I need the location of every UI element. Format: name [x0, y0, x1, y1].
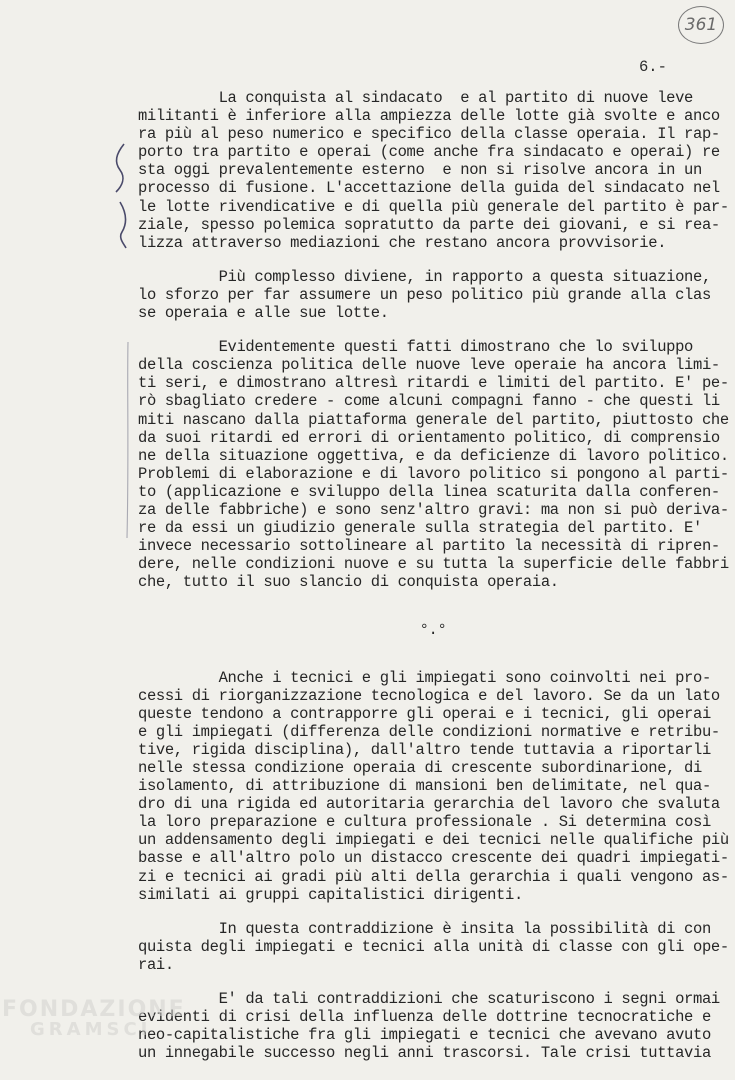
text-line: tive, rigida disciplina), dall'altro tende tuttavia a riportarli: [138, 740, 711, 759]
paragraph: [138, 990, 728, 1062]
text-line: processo di fusione. L'accettazione della guida del sindacato nel: [138, 179, 720, 198]
archive-page-number: 361: [678, 6, 724, 44]
text-line: Problemi di elaborazione e di lavoro politico si pongono al parti-: [138, 464, 729, 483]
text-line: un addensamento degli impiegati e dei tecnici nelle qualifiche più: [138, 831, 729, 850]
text-line: re da essi un giudizio generale sulla strategia del partito. E': [138, 519, 702, 538]
text-line: basse e all'altro polo un distacco crescente dei quadri impiegati-: [138, 849, 729, 868]
archive-watermark: [2, 998, 186, 1040]
text-line: la loro preparazione e cultura professionale . Si determina così: [138, 813, 711, 832]
text-line: da suoi ritardi ed errori di orientamento politico, di comprensio: [138, 428, 720, 447]
text-line: le lotte rivendicative e di quella più generale del partito è par-: [138, 197, 729, 216]
section-separator: °.°: [419, 621, 447, 640]
text-line: ne della situazione oggettiva, e da deficienze di lavoro politico.: [138, 446, 729, 465]
page-number: 6.-: [639, 58, 667, 76]
paragraph: [138, 338, 728, 591]
text-line: Più complesso diviene, in rapporto a questa situazione,: [138, 267, 711, 286]
text-line: lo sforzo per far assumere un peso politico più grande alla clas: [138, 285, 711, 304]
text-line: za delle fabbriche) e sono senz'altro gravi: ma non si può deriva-: [138, 500, 729, 519]
text-line: rai.: [138, 955, 174, 974]
text-line: ti seri, e dimostrano altresì ritardi e limiti del partito. E' pe-: [138, 374, 729, 393]
text-line: similati ai gruppi capitalistici dirigenti.: [138, 885, 523, 904]
text-line: E' da tali contraddizioni che scaturiscono i segni ormai: [138, 990, 720, 1009]
margin-line-mark: [118, 340, 138, 540]
text-line: che, tutto il suo slancio di conquista operaia.: [138, 573, 559, 592]
paragraph: [138, 920, 728, 974]
text-line: ziale, spesso polemica sopratutto da parte dei giovani, e si rea-: [138, 215, 720, 234]
text-line: sta oggi prevalentemente esterno e non si risolve ancora in un: [138, 161, 702, 180]
text-line: La conquista al sindacato e al partito di nuove leve: [138, 89, 693, 107]
text-line: militanti è inferiore alla ampiezza delle lotte già svolte e anco: [138, 107, 720, 126]
text-line: to (applicazione e sviluppo della linea scaturita dalla conferen-: [138, 482, 720, 501]
text-line: Anche i tecnici e gli impiegati sono coinvolti nei pro-: [138, 668, 711, 687]
text-line: cessi di riorganizzazione tecnologica e del lavoro. Se da un lato: [138, 686, 720, 705]
text-line: e gli impiegati (differenza delle condizioni normative e retribu-: [138, 722, 720, 741]
text-line: miti nascano dalla piattaforma generale del partito, piuttosto che: [138, 410, 729, 429]
watermark-line: GRAMSCI: [30, 1019, 152, 1041]
text-line: Evidentemente questi fatti dimostrano che lo sviluppo: [138, 338, 693, 357]
paragraph: [138, 268, 728, 322]
text-line: porto tra partito e operai (come anche fra sindacato e operai) re: [138, 143, 720, 162]
text-line: ra più al peso numerico e specifico della classe operaia. Il rap-: [138, 125, 720, 144]
text-line: nelle stessa condizione operaia di crescente subordinarione, di: [138, 759, 702, 777]
text-line: invece necessario sottolineare al partito la necessità di ripren-: [138, 537, 720, 556]
text-line: dere, nelle condizioni nuove e su tutta la superficie delle fabbri: [138, 555, 729, 574]
text-line: dro di una rigida ed autoritaria gerarchia del lavoro che svaluta: [138, 795, 720, 814]
paragraph: [138, 669, 728, 904]
text-line: quista degli impiegati e tecnici alla unità di classe con gli ope-: [138, 937, 729, 956]
text-line: un innegabile successo negli anni trascorsi. Tale crisi tuttavia: [138, 1044, 711, 1063]
margin-bracket-mark: [108, 140, 138, 250]
paragraph: [138, 89, 728, 252]
text-line: se operaia e alle sue lotte.: [138, 304, 389, 323]
typed-text-body: [138, 89, 728, 1078]
text-line: evidenti di crisi della influenza delle dottrine tecnocratiche e: [138, 1008, 711, 1027]
text-line: isolamento, di attribuzione di mansioni ben delimitate, nel qua-: [138, 777, 711, 796]
text-line: zi e tecnici ai gradi più alti della gerarchia i quali vengono as-: [138, 867, 729, 886]
text-line: rò sbagliato credere - come alcuni compagni fanno - che questi li: [138, 392, 720, 411]
text-line: della coscienza politica delle nuove leve operaie ha ancora limi-: [138, 356, 720, 375]
text-line: lizza attraverso mediazioni che restano ancora provvisorie.: [138, 233, 667, 252]
text-line: In questa contraddizione è insita la possibilità di con: [138, 919, 711, 938]
text-line: neo-capitalistiche fra gli impiegati e tecnici che avevano avuto: [138, 1026, 711, 1045]
watermark-line: FONDAZIONE: [2, 997, 186, 1022]
text-line: queste tendono a contrapporre gli operai e i tecnici, gli operai: [138, 704, 711, 723]
